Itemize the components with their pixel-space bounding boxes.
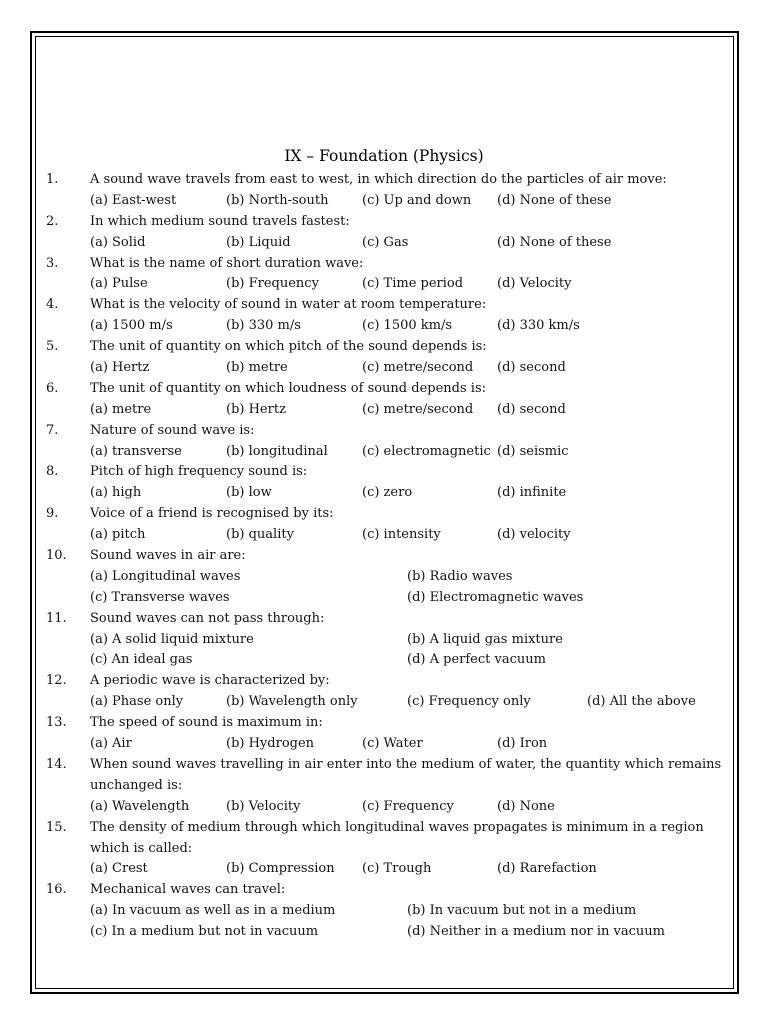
question-text: In which medium sound travels fastest: — [90, 213, 350, 229]
question-number: 12. — [46, 673, 67, 689]
option-d: (d) seismic — [497, 443, 569, 459]
option-b: (b) Velocity — [226, 798, 301, 814]
question-line — [0, 880, 768, 901]
question-number: 15. — [46, 819, 67, 835]
option-d: (d) Neither in a medium nor in vacuum — [407, 924, 665, 940]
question-text: Pitch of high frequency sound is: — [90, 464, 308, 480]
question-line — [0, 379, 768, 400]
question-item — [0, 671, 768, 713]
option-c: (c) intensity — [362, 527, 441, 543]
options-row — [0, 901, 768, 922]
option-a: (a) Crest — [90, 861, 148, 877]
option-c: (c) Frequency only — [407, 694, 531, 710]
option-b: (b) A liquid gas mixture — [407, 631, 563, 647]
option-a: (a) Pulse — [90, 276, 148, 292]
option-b: (b) Hydrogen — [226, 736, 315, 752]
options-row — [0, 650, 768, 671]
question-line — [0, 818, 768, 839]
options-row — [0, 483, 768, 504]
question-text: Voice of a friend is recognised by its: — [90, 506, 334, 522]
question-item — [0, 421, 768, 463]
question-text: When sound waves travelling in air enter into the medium of water, the quantity which remains — [90, 756, 722, 772]
option-b: (b) Frequency — [226, 276, 319, 292]
page-title: IX – Foundation (Physics) — [284, 147, 484, 165]
option-b: (b) Liquid — [226, 234, 291, 250]
option-b: (b) longitudinal — [226, 443, 328, 459]
option-b: (b) In vacuum but not in a medium — [407, 903, 637, 919]
question-text: The unit of quantity on which pitch of the sound depends is: — [90, 339, 487, 355]
option-a: (a) Phase only — [90, 694, 184, 710]
question-text: Mechanical waves can travel: — [90, 882, 286, 898]
option-a: (a) transverse — [90, 443, 182, 459]
question-item — [0, 818, 768, 881]
options-row — [0, 922, 768, 943]
question-number: 4. — [46, 297, 59, 313]
option-c: (c) metre/second — [362, 401, 474, 417]
option-a: (a) metre — [90, 401, 152, 417]
question-number: 3. — [46, 255, 59, 271]
question-item — [0, 212, 768, 254]
question-item — [0, 170, 768, 212]
question-item — [0, 755, 768, 818]
question-number: 1. — [46, 172, 59, 187]
question-number: 5. — [46, 339, 59, 355]
option-a: (a) East-west — [90, 192, 177, 208]
question-text: A periodic wave is characterized by: — [90, 673, 330, 689]
option-a: (a) 1500 m/s — [90, 318, 173, 334]
options-row — [0, 191, 768, 212]
question-line — [0, 254, 768, 275]
question-item — [0, 254, 768, 296]
question-number: 13. — [46, 715, 67, 731]
question-item — [0, 880, 768, 943]
option-b: (b) Wavelength only — [226, 694, 358, 710]
question-text: The speed of sound is maximum in: — [90, 715, 323, 731]
option-a: (a) Air — [90, 736, 132, 752]
option-c: (c) metre/second — [362, 360, 474, 376]
option-d: (d) second — [497, 401, 566, 417]
option-a: (a) Solid — [90, 234, 146, 250]
option-d: (d) Electromagnetic waves — [407, 589, 584, 605]
options-row — [0, 358, 768, 379]
question-number: 2. — [46, 213, 59, 229]
option-d: (d) A perfect vacuum — [407, 652, 546, 668]
question-text: Nature of sound wave is: — [90, 422, 255, 438]
question-number: 6. — [46, 380, 59, 396]
question-item — [0, 379, 768, 421]
option-d: (d) velocity — [497, 527, 571, 543]
option-b: (b) Compression — [226, 861, 335, 877]
options-row — [0, 400, 768, 421]
option-d: (d) Rarefaction — [497, 861, 597, 877]
option-d: (d) None of these — [497, 234, 612, 250]
question-text: Sound waves can not pass through: — [90, 610, 325, 626]
question-item — [0, 609, 768, 672]
option-a: (a) Longitudinal waves — [90, 568, 241, 584]
options-row — [0, 734, 768, 755]
question-line — [0, 755, 768, 776]
option-b: (b) low — [226, 485, 272, 501]
option-d: (d) infinite — [497, 485, 567, 501]
option-a: (a) Hertz — [90, 360, 150, 376]
option-c: (c) 1500 km/s — [362, 318, 453, 334]
options-row — [0, 525, 768, 546]
option-d: (d) 330 km/s — [497, 318, 580, 334]
question-number: 11. — [46, 610, 67, 626]
question-number: 10. — [46, 548, 67, 564]
question-text: Sound waves in air are: — [90, 548, 246, 564]
question-line — [0, 170, 768, 191]
question-text: which is called: — [90, 840, 193, 856]
option-d: (d) Iron — [497, 736, 548, 752]
option-c: (c) An ideal gas — [90, 652, 193, 668]
question-number: 9. — [46, 506, 59, 522]
option-c: (c) Transverse waves — [90, 589, 230, 605]
question-line — [0, 421, 768, 442]
option-a: (a) In vacuum as well as in a medium — [90, 903, 336, 919]
option-c: (c) Time period — [362, 276, 464, 292]
question-item — [0, 337, 768, 379]
option-c: (c) Frequency — [362, 798, 454, 814]
question-list — [0, 170, 768, 943]
question-line — [0, 212, 768, 233]
option-c: (c) Trough — [362, 861, 432, 877]
options-row — [0, 567, 768, 588]
option-c: (c) electromagnetic — [362, 443, 491, 459]
option-d: (d) None of these — [497, 192, 612, 208]
options-row — [0, 316, 768, 337]
options-row — [0, 442, 768, 463]
options-row — [0, 233, 768, 254]
option-c: (c) Water — [362, 736, 423, 752]
option-a: (a) high — [90, 485, 142, 501]
option-b: (b) metre — [226, 360, 288, 376]
option-d: (d) All the above — [587, 694, 696, 710]
question-text: What is the name of short duration wave: — [90, 255, 364, 271]
options-row — [0, 859, 768, 880]
question-text: What is the velocity of sound in water at room temperature: — [90, 297, 487, 313]
option-d: (d) second — [497, 360, 566, 376]
question-text: unchanged is: — [90, 777, 183, 793]
question-line — [0, 295, 768, 316]
question-number: 7. — [46, 422, 59, 438]
option-b: (b) Hertz — [226, 401, 286, 417]
question-line — [0, 609, 768, 630]
question-number: 16. — [46, 882, 67, 898]
options-row — [0, 274, 768, 295]
options-row — [0, 797, 768, 818]
question-line — [0, 671, 768, 692]
option-a: (a) pitch — [90, 527, 146, 543]
option-b: (b) Radio waves — [407, 568, 513, 584]
question-text: The unit of quantity on which loudness of sound depends is: — [90, 380, 486, 396]
option-b: (b) quality — [226, 527, 294, 543]
question-item — [0, 713, 768, 755]
option-c: (c) In a medium but not in vacuum — [90, 924, 319, 940]
question-line — [0, 546, 768, 567]
question-line — [0, 462, 768, 483]
question-line — [0, 713, 768, 734]
question-line — [0, 839, 768, 860]
option-b: (b) North-south — [226, 192, 329, 208]
option-b: (b) 330 m/s — [226, 318, 301, 334]
question-line — [0, 776, 768, 797]
question-line — [0, 337, 768, 358]
question-line — [0, 504, 768, 525]
question-text: A sound wave travels from east to west, in which direction do the particles of air move: — [90, 172, 667, 187]
options-row — [0, 630, 768, 651]
question-item — [0, 295, 768, 337]
option-a: (a) A solid liquid mixture — [90, 631, 254, 647]
option-c: (c) zero — [362, 485, 413, 501]
question-number: 14. — [46, 756, 67, 772]
options-row — [0, 692, 768, 713]
question-item — [0, 546, 768, 609]
option-c: (c) Gas — [362, 234, 409, 250]
option-d: (d) None — [497, 798, 555, 814]
question-item — [0, 462, 768, 504]
options-row — [0, 588, 768, 609]
option-d: (d) Velocity — [497, 276, 572, 292]
question-text: The density of medium through which longitudinal waves propagates is minimum in a region — [90, 819, 704, 835]
option-c: (c) Up and down — [362, 192, 472, 208]
option-a: (a) Wavelength — [90, 798, 190, 814]
question-number: 8. — [46, 464, 59, 480]
question-item — [0, 504, 768, 546]
